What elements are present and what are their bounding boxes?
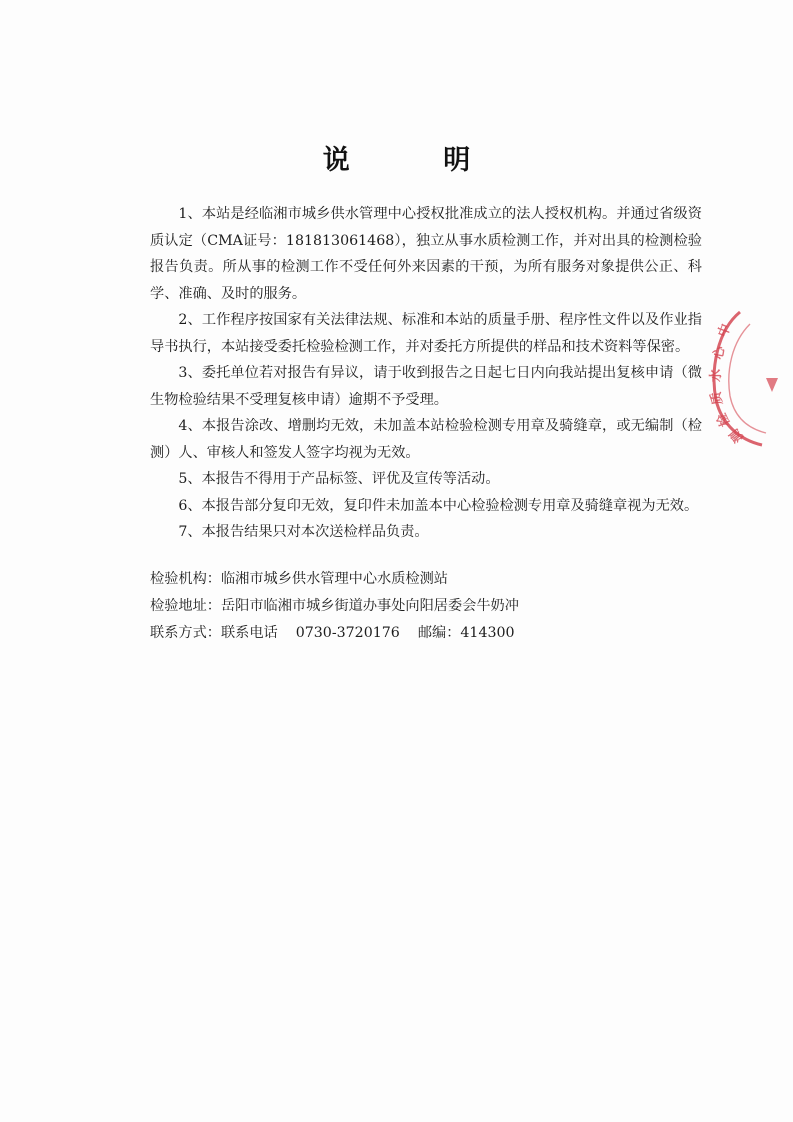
postcode-value: 414300 — [460, 625, 515, 641]
note-paragraph-5: 5、本报告不得用于产品标签、评优及宣传等活动。 — [178, 471, 500, 487]
note-paragraph-6: 6、本报告部分复印无效，复印件未加盖本中心检验检测专用章及骑缝章视为无效。 — [178, 497, 699, 514]
note-paragraph-3: 3、委托单位若对报告有异议，请于收到报告之日起七日内向我站提出复核申请（微生物检验结果不受理复核申请）逾期不予受理。 — [150, 365, 702, 408]
inspection-org-value: 临湘市城乡供水管理中心水质检测站 — [220, 571, 448, 587]
note-paragraph-4: 4、本报告涂改、增删均无效，未加盖本站检验检测专用章及骑缝章，或无编制（检测）人、审核人和签发人签字均视为无效。 — [150, 418, 702, 461]
svg-text:质: 质 — [708, 390, 726, 406]
note-paragraph-2: 2、工作程序按国家有关法律法规、标准和本站的质量手册、程序性文件以及作业指导书执行，本站接受委托检验检测工作，并对委托方所提供的样品和技术资料等保密。 — [150, 312, 702, 355]
contact-line — [150, 620, 710, 647]
postcode-label: 邮编： — [417, 625, 461, 641]
inspection-org-line — [150, 566, 710, 593]
phone-label: 联系电话 — [220, 625, 278, 641]
note-paragraph-7: 7、本报告结果只对本次送检样品负责。 — [178, 524, 429, 540]
inspection-address-value: 岳阳市临湘市城乡街道办事处向阳居委会牛奶冲 — [220, 598, 519, 614]
svg-text:水: 水 — [709, 368, 724, 382]
svg-text:心: 心 — [711, 345, 729, 361]
svg-text:检: 检 — [714, 410, 734, 429]
phone-value: 0730-3720176 — [295, 625, 400, 641]
seal-stamp-icon — [700, 300, 793, 450]
inspection-org-label: 检验机构： — [150, 571, 221, 587]
inspection-address-line — [150, 593, 710, 620]
page-title: 说 明 — [322, 145, 513, 176]
notes-body — [150, 201, 702, 546]
note-paragraph-1: 1、本站是经临湘市城乡供水管理中心授权批准成立的法人授权机构。并通过省级资质认定（CMA证号：181813061468），独立从事水质检测工作，并对出具的检测检验报告负责。所从事的检测工作不受任何外来因素的干预，为所有服务对象提供公正、科学、准确、及时的服务。 — [150, 206, 702, 302]
inspection-address-label: 检验地址： — [150, 598, 221, 614]
contact-label: 联系方式： — [150, 625, 221, 641]
svg-text:测: 测 — [727, 425, 748, 446]
svg-text:中: 中 — [715, 322, 735, 340]
